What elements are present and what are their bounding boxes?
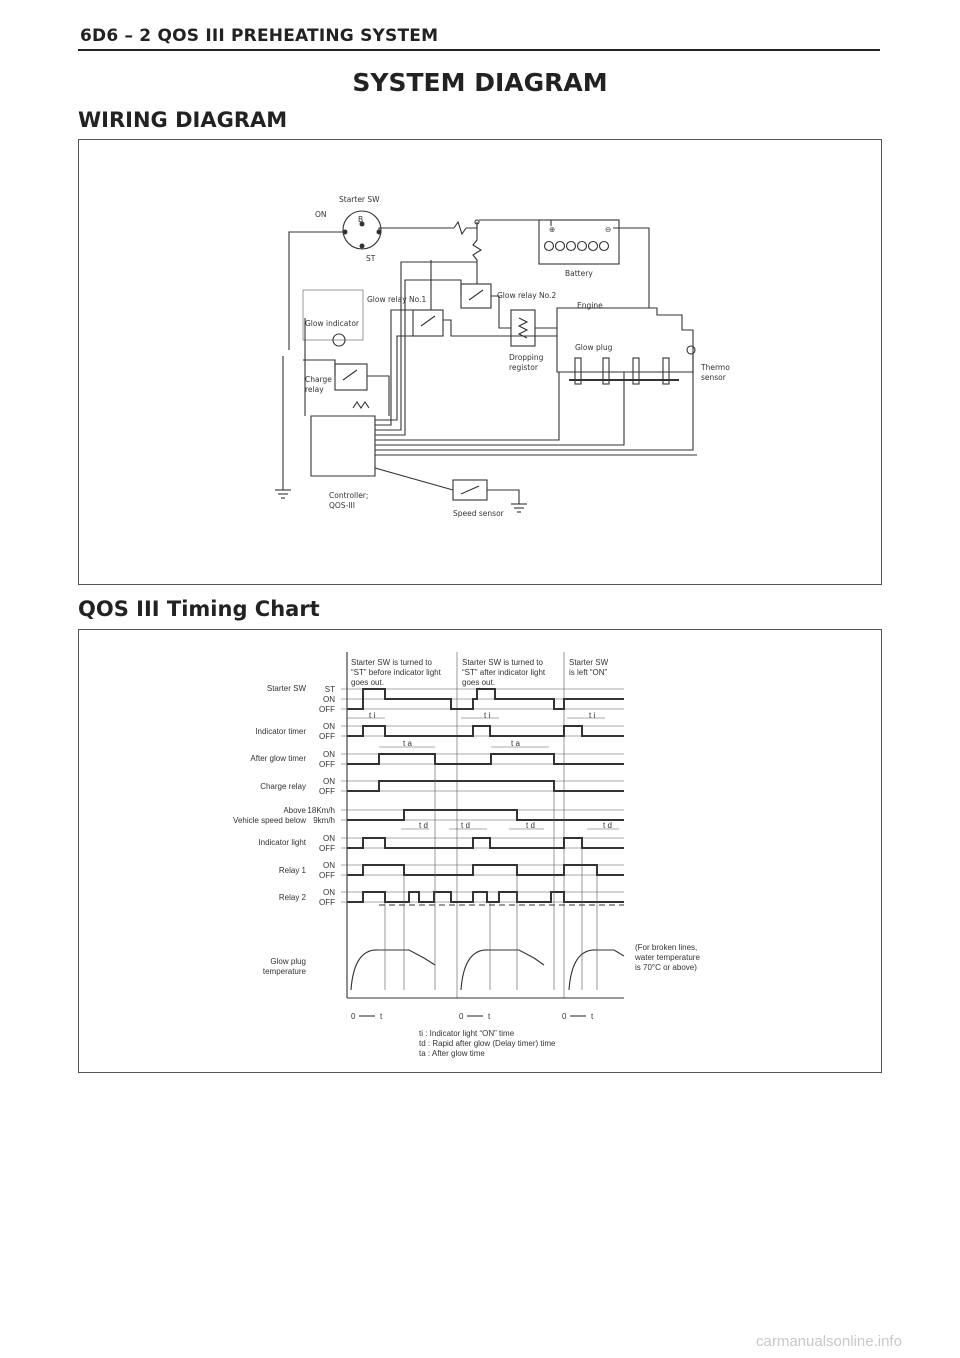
marker-ti-3: t i [589,711,596,720]
state-starter-on: ON [323,695,335,704]
dropping-label-2: registor [509,363,538,372]
legend-td: td : Rapid after glow (Delay timer) time [419,1039,556,1048]
row-label-starter: Starter SW [266,684,306,693]
wire-speed-sensor [375,468,453,490]
row-label-speed-2: Vehicle speed below [233,816,306,825]
glow-temp-curves [351,950,624,990]
fusible-link [454,222,466,234]
glow-relay-1-label: Glow relay No.1 [367,295,427,304]
note-col2-line1: Starter SW is turned to [462,658,543,667]
marker-td-4: t d [603,821,612,830]
header-rule [78,49,880,51]
state-relay1-on: ON [323,861,335,870]
charge-label-1: Charge [305,375,332,384]
charge-label-2: relay [305,385,324,394]
watermark: carmanualsonline.info [756,1333,902,1350]
state-ind-light-on: ON [323,834,335,843]
broken-note-3: is 70°C or above) [635,963,697,972]
marker-td-3: t d [526,821,535,830]
state-ind-light-off: OFF [319,844,335,853]
wiring-diagram-panel [78,139,882,585]
page-header: 6D6 – 2 QOS III PREHEATING SYSTEM [80,26,439,46]
state-ind-timer-on: ON [323,722,335,731]
glow-temp-drop-lines [385,764,597,990]
marker-td-2: t d [461,821,470,830]
thermo-label-2: sensor [701,373,726,382]
state-speed-above: 18Km/h [307,806,335,815]
wiring-diagram [79,140,881,584]
wave-after-glow [347,754,624,764]
row-label-charge: Charge relay [260,782,306,791]
note-col1-line1: Starter SW is turned to [351,658,432,667]
timing-heading: QOS III Timing Chart [78,597,320,621]
wave-ind-light [347,838,624,848]
engine-block [557,308,693,372]
state-starter-off: OFF [319,705,335,714]
glow-relay-2-label: Glow relay No.2 [497,291,557,300]
note-col1-line3: goes out. [351,678,384,687]
terminal-st [360,244,365,249]
battery-cells [545,242,609,251]
wire-battery-ground [613,228,649,308]
controller-box [311,416,375,476]
wave-relay1 [347,865,624,875]
battery-minus-icon: ⊖ [605,225,612,234]
wave-ind-timer [347,726,624,736]
wire-b-fuse [379,228,454,232]
marker-td-1: t d [419,821,428,830]
wire-on-bus [289,232,345,350]
marker-ta-2: t a [511,739,520,748]
glow-relay-2 [461,284,491,308]
state-charge-off: OFF [319,787,335,796]
axis-zero-1: 0 [351,1012,356,1021]
glow-relay-2-contact [469,290,483,300]
axis-t-2: t [488,1012,491,1021]
state-ind-timer-off: OFF [319,732,335,741]
axis-zero-2: 0 [459,1012,464,1021]
row-label-ind-timer: Indicator timer [255,727,306,736]
glow-relay-1-contact [421,316,435,326]
ground-symbol [275,490,291,498]
note-col1-line2: “ST” before indicator light [351,668,441,677]
wave-charge [347,781,624,791]
note-col2-line3: goes out. [462,678,495,687]
charge-relay [335,364,367,390]
note-col3-line2: is left “ON” [569,668,608,677]
controller-label-2: QOS-III [329,501,355,510]
timing-chart-panel [78,629,882,1073]
legend-ti: ti : Indicator light “ON” time [419,1029,515,1038]
wave-speed [347,810,624,820]
broken-note-2: water temperature [635,953,700,962]
row-label-glow-1: Glow plug [270,957,306,966]
axis-t-3: t [591,1012,594,1021]
wave-relay2 [347,892,624,902]
state-relay2-on: ON [323,888,335,897]
battery-plus-icon: ⊕ [549,225,556,234]
b-label: B [358,215,364,224]
broken-note-1: (For broken lines, [635,943,698,952]
battery-label: Battery [565,269,593,278]
level-lines [341,689,624,902]
state-starter-st: ST [324,685,335,694]
thermo-sensor [687,346,695,354]
note-col2-line2: “ST” after indicator light [462,668,546,677]
note-col3-line1: Starter SW [569,658,609,667]
on-label: ON [315,210,327,219]
thermo-label-1: Thermo [701,363,730,372]
state-after-glow-on: ON [323,750,335,759]
marker-ta-1: t a [403,739,412,748]
legend-ta: ta : After glow time [419,1049,485,1058]
state-after-glow-off: OFF [319,760,335,769]
row-label-glow-2: temperature [262,967,306,976]
axis-t-1: t [380,1012,383,1021]
controller-label-1: Controller; [329,491,369,500]
waveforms [347,689,624,902]
state-charge-on: ON [323,777,335,786]
axis-zero-3: 0 [562,1012,567,1021]
speed-sensor-contact [461,486,479,494]
row-label-speed-1: Above [283,806,306,815]
fuse-2 [473,224,481,275]
dropping-label-1: Dropping [509,353,544,362]
glow-relay-1 [413,310,443,336]
state-relay2-off: OFF [319,898,335,907]
marker-arrows [347,718,619,829]
wire-to-battery [479,220,551,226]
engine-label: Engine [577,301,603,310]
wire-speed-ground [487,490,519,504]
starter-sw-label: Starter SW [339,195,380,204]
row-label-after-glow: After glow timer [250,754,306,763]
charge-relay-contact [343,370,357,380]
speed-ground-symbol [511,504,527,512]
page-title: SYSTEM DIAGRAM [352,68,608,97]
st-label: ST [366,254,376,263]
state-speed-below: 9km/h [313,816,335,825]
timing-chart [79,630,881,1072]
wiring-heading: WIRING DIAGRAM [78,108,288,132]
glow-indicator-label: Glow indicator [305,319,360,328]
state-relay1-off: OFF [319,871,335,880]
wire-relay2-resistor [491,296,511,328]
row-label-relay2: Relay 2 [278,893,306,902]
glow-plug-label: Glow plug [575,343,613,352]
marker-ti-1: t i [369,711,376,720]
row-label-ind-light: Indicator light [258,838,306,847]
resistor-coil [519,318,527,338]
speed-sensor-label: Speed sensor [453,509,504,518]
controller-top-connector [353,402,369,408]
row-label-relay1: Relay 1 [278,866,306,875]
marker-ti-2: t i [484,711,491,720]
glow-indicator-box [303,290,363,340]
